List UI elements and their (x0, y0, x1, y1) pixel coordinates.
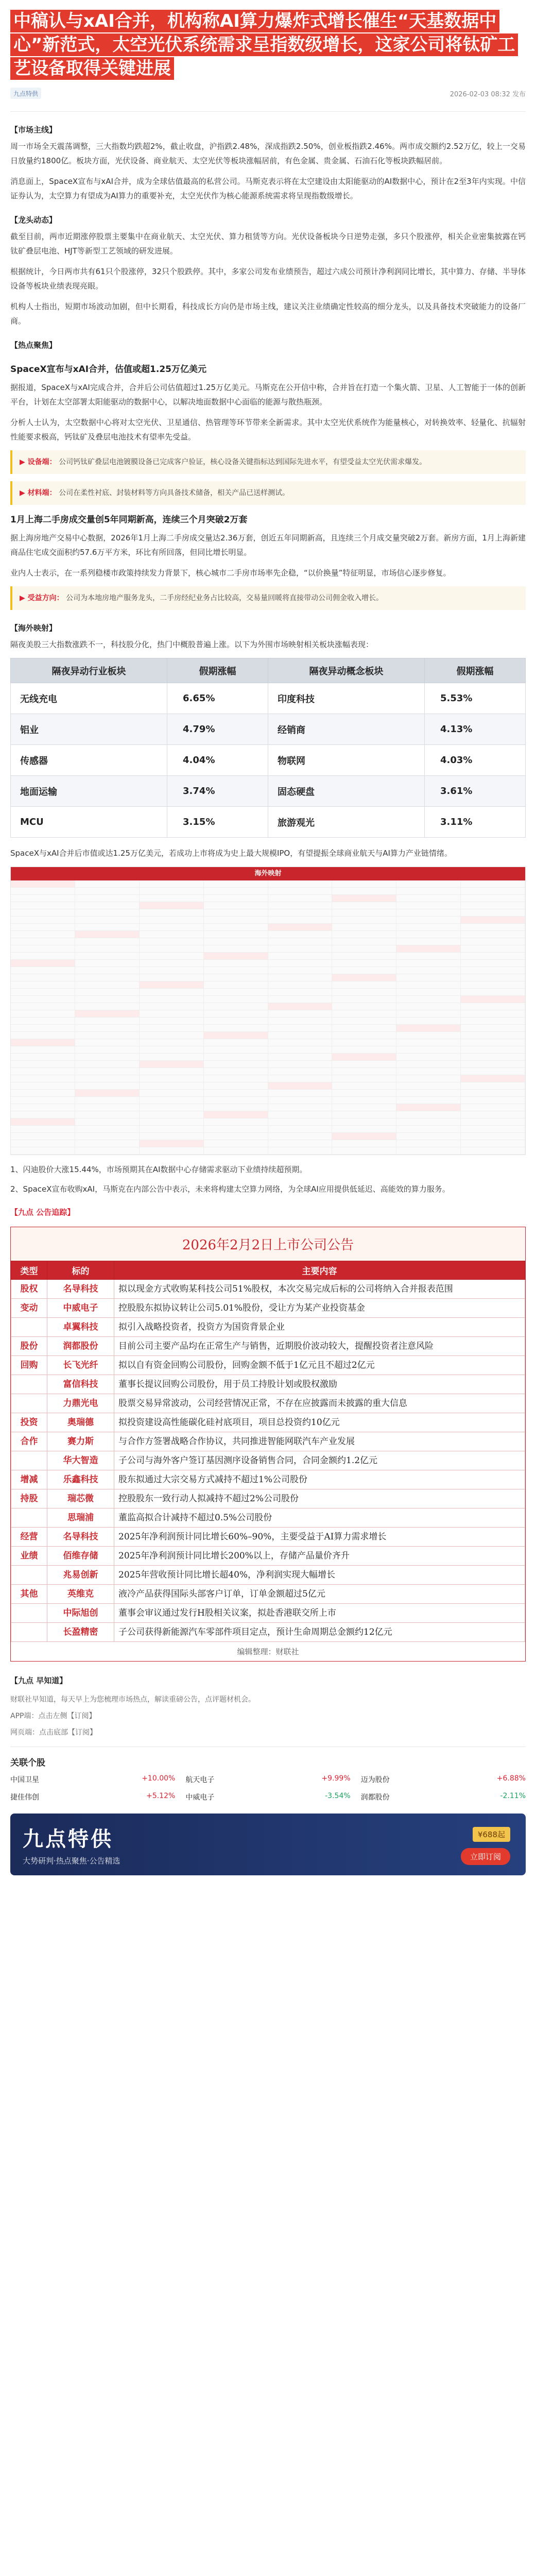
list-item: 2、SpaceX宣布收购xAI，马斯克在内部公告中表示，未来将构建太空算力网络，为全球AI应用提供低延迟、高能效的算力服务。 (10, 1184, 450, 1194)
announcement-title: 2026年2月2日上市公司公告 (11, 1227, 525, 1261)
publish-time: 2026-02-03 08:32 发布 (449, 90, 526, 98)
announcement-type: 其他 (11, 1585, 47, 1604)
stock-name: 中威电子 (185, 1793, 215, 1802)
divider (10, 111, 526, 112)
announcement-type: 经营 (11, 1528, 47, 1547)
announcement-target: 润都股份 (47, 1337, 114, 1356)
announcement-target: 思瑞浦 (47, 1509, 114, 1528)
image-grid-row (11, 1104, 525, 1111)
section-announcement-title: 【九点 公告追踪】 (10, 1208, 75, 1217)
image-grid-row (11, 1054, 525, 1061)
table-cell: 物联网 (268, 745, 424, 776)
paragraph: 分析人士认为，太空数据中心将对太空光伏、卫星通信、热管理等环节带来全新需求。其中太空光伏系统作为能量核心，对转换效率、轻量化、抗辐射性能要求极高，钙钛矿及叠层电池技术有望率先受益。 (10, 418, 526, 442)
image-grid-row (11, 960, 525, 967)
table-cell: 5.53% (425, 683, 526, 714)
announcement-row (11, 1432, 525, 1451)
announcement-type (11, 1318, 47, 1337)
announcement-target: 卓翼科技 (47, 1318, 114, 1337)
stock-quote[interactable] (10, 1790, 175, 1804)
announcement-target: 中威电子 (47, 1299, 114, 1318)
table-cell: 4.13% (425, 714, 526, 745)
image-grid-row (11, 989, 525, 996)
section-overseas-title: 【海外映射】 (10, 623, 57, 633)
announcement-type: 合作 (11, 1432, 47, 1451)
announcement-content: 控股股东一致行动人拟减持不超过2%公司股份 (114, 1489, 525, 1509)
paragraph: 据上海房地产交易中心数据，2026年1月上海二手房成交量达2.36万套，创近五年同期新高，且连续三个月成交量突破2万套。新房方面，1月上海新建商品住宅成交面积约57.6万平方米，环比有所回落，但同比增长明显。 (10, 533, 526, 557)
table-cell: 固态硬盘 (268, 776, 424, 807)
table-cell: 3.61% (425, 776, 526, 807)
subscribe-button[interactable]: 立即订阅 (461, 1848, 510, 1865)
column-header: 主要内容 (114, 1261, 525, 1280)
image-grid-row (11, 924, 525, 931)
announcement-type (11, 1509, 47, 1528)
announcement-content: 目前公司主要产品均在正常生产与销售，近期股价波动较大，提醒投资者注意风险 (114, 1337, 525, 1356)
announcement-row (11, 1394, 525, 1413)
image-grid-row (11, 1140, 525, 1147)
column-header: 标的 (47, 1261, 114, 1280)
image-grid-row (11, 1147, 525, 1155)
image-grid-row (11, 1126, 525, 1133)
image-grid-row (11, 880, 525, 888)
author-badge[interactable]: 九点特供 (10, 88, 41, 99)
announcement-row (11, 1413, 525, 1432)
app-subscribe-hint: APP端：点击左侧【订阅】 (10, 1712, 96, 1720)
paragraph: 隔夜美股三大指数涨跌不一，科技股分化，热门中概股普遍上涨。以下为外围市场映射相关板块涨幅表现： (10, 640, 374, 649)
section-news-title: 【热点聚焦】 (10, 341, 57, 350)
note-label: ▶ 材料端： (20, 489, 57, 497)
news-lead: SpaceX宣布与xAI合并，估值或超1.25万亿美元 (10, 364, 206, 375)
announcement-target: 力鼎光电 (47, 1394, 114, 1413)
column-header: 假期涨幅 (167, 658, 268, 683)
closing-text: 财联社早知道，每天早上为您梳理市场热点，解读重磅公告，点评题材机会。 (10, 1696, 255, 1704)
image-grid-row (11, 1082, 525, 1090)
announcement-target: 富信科技 (47, 1375, 114, 1394)
table-row (11, 807, 526, 838)
stock-change: -3.54% (325, 1792, 351, 1800)
announcement-content: 股东拟通过大宗交易方式减持不超过1%公司股份 (114, 1470, 525, 1489)
paragraph: 机构人士指出，短期市场波动加剧，但中长期看，科技成长方向仍是市场主线，建议关注业绩确定性较高的细分龙头，以及具备技术突破能力的设备厂商。 (10, 302, 526, 326)
table-cell: 4.04% (167, 745, 268, 776)
announcement-type (11, 1623, 47, 1642)
announcement-content: 董监高拟合计减持不超过0.5%公司股份 (114, 1509, 525, 1528)
promo-title: 九点特供 (23, 1827, 113, 1851)
table-cell: 地面运输 (11, 776, 167, 807)
paragraph: 截至目前，两市近期涨停股票主要集中在商业航天、太空光伏、算力租赁等方向。光伏设备板块今日逆势走强，多只个股涨停，相关企业密集披露在钙钛矿叠层电池、HJT等新型工艺领域的研发进展。 (10, 232, 526, 256)
announcement-type: 变动 (11, 1299, 47, 1318)
announcement-type: 增减 (11, 1470, 47, 1489)
stock-change: +6.88% (496, 1774, 526, 1783)
list-item: 1、闪迪股价大涨15.44%，市场预期其在AI数据中心存储需求驱动下业绩持续超预期。 (10, 1165, 307, 1174)
column-header: 类型 (11, 1261, 47, 1280)
announcement-target: 奥瑞德 (47, 1413, 114, 1432)
image-grid-row (11, 938, 525, 945)
image-grid-row (11, 1025, 525, 1032)
announcement-target: 名导科技 (47, 1280, 114, 1299)
announcement-row (11, 1566, 525, 1585)
announcement-type: 业绩 (11, 1547, 47, 1566)
image-grid-row (11, 996, 525, 1003)
image-grid-row (11, 1118, 525, 1126)
section-dynamic-title: 【龙头动态】 (10, 215, 57, 225)
announcement-target: 中际旭创 (47, 1604, 114, 1623)
promo-price: ¥688起 (473, 1827, 510, 1842)
announcement-type (11, 1375, 47, 1394)
announcement-type: 投资 (11, 1413, 47, 1432)
overseas-image[interactable] (10, 867, 526, 1155)
article-headline: 中稿认与xAI合并，机构称AI算力爆炸式增长催生“天基数据中心”新范式，太空光伏系统需求呈指数级增长，这家公司将钛矿工艺设备取得关键进展 (10, 9, 526, 80)
column-header: 隔夜异动概念板块 (268, 658, 424, 683)
image-grid-row (11, 1090, 525, 1097)
announcement-type: 回购 (11, 1356, 47, 1375)
table-cell: 传感器 (11, 745, 167, 776)
announcement-card[interactable] (10, 1227, 526, 1662)
announcement-target: 华大智造 (47, 1451, 114, 1470)
image-grid (11, 880, 525, 1155)
announcement-target: 瑞芯微 (47, 1489, 114, 1509)
note-box (10, 481, 526, 505)
image-grid-row (11, 974, 525, 981)
image-grid-row (11, 981, 525, 989)
announcement-content: 拟投资建设高性能碳化硅衬底项目，项目总投资约10亿元 (114, 1413, 525, 1432)
note-text: 公司在柔性衬底、封装材料等方向具备技术储备，相关产品已送样测试。 (59, 489, 290, 497)
byline (10, 88, 526, 99)
announcement-target: 英维克 (47, 1585, 114, 1604)
image-title: 海外映射 (11, 867, 525, 880)
announcement-type: 持股 (11, 1489, 47, 1509)
announcement-row (11, 1489, 525, 1509)
column-header: 隔夜异动行业板块 (11, 658, 167, 683)
stock-quote[interactable] (361, 1772, 526, 1787)
announcement-content: 董事长提议回购公司股份，用于员工持股计划或股权激励 (114, 1375, 525, 1394)
announcement-row (11, 1318, 525, 1337)
table-cell: 3.74% (167, 776, 268, 807)
stock-name: 航天电子 (185, 1776, 215, 1784)
announcement-row (11, 1528, 525, 1547)
column-header: 假期涨幅 (425, 658, 526, 683)
announcement-content: 与合作方签署战略合作协议，共同推进智能网联汽车产业发展 (114, 1432, 525, 1451)
announcement-type (11, 1604, 47, 1623)
announcement-target: 赛力斯 (47, 1432, 114, 1451)
announcement-target: 兆易创新 (47, 1566, 114, 1585)
announcement-table (11, 1261, 525, 1642)
note-text: 公司钙钛矿叠层电池镀膜设备已完成客户验证，核心设备关键指标达到国际先进水平，有望受益太空光伏需求爆发。 (59, 458, 427, 466)
table-cell: 3.11% (425, 807, 526, 838)
announcement-content: 子公司获得新能源汽车零部件项目定点，预计生命周期总金额约12亿元 (114, 1623, 525, 1642)
announcement-content: 2025年净利润预计同比增长200%以上，存储产品量价齐升 (114, 1547, 525, 1566)
image-grid-row (11, 1133, 525, 1140)
paragraph: 业内人士表示，在一系列稳楼市政策持续发力背景下，核心城市二手房市场率先企稳，“以价换量”特征明显，市场信心逐步修复。 (10, 568, 451, 578)
announcement-type: 股权 (11, 1280, 47, 1299)
announcement-row (11, 1547, 525, 1566)
related-stocks-title: 关联个股 (10, 1758, 45, 1768)
table-cell: 经销商 (268, 714, 424, 745)
announcement-type (11, 1394, 47, 1413)
announcement-content: 董事会审议通过发行H股相关议案，拟赴香港联交所上市 (114, 1604, 525, 1623)
image-grid-row (11, 917, 525, 924)
promo-subtitle: 大势研判·热点聚焦·公告精选 (23, 1856, 120, 1866)
table-cell: 印度科技 (268, 683, 424, 714)
image-grid-row (11, 953, 525, 960)
stock-name: 捷佳伟创 (10, 1793, 39, 1802)
stock-name: 迈为股份 (360, 1776, 390, 1784)
announcement-type (11, 1566, 47, 1585)
announcement-target: 佰维存储 (47, 1547, 114, 1566)
table-row (11, 714, 526, 745)
image-grid-row (11, 1097, 525, 1104)
announcement-content: 拟以现金方式收购某科技公司51%股权，本次交易完成后标的公司将纳入合并报表范围 (114, 1280, 525, 1299)
stock-name: 中国卫星 (10, 1776, 39, 1784)
announcement-content: 股票交易异常波动，公司经营情况正常，不存在应披露而未披露的重大信息 (114, 1394, 525, 1413)
announcement-target: 长盈精密 (47, 1623, 114, 1642)
paragraph: 消息面上，SpaceX宣布与xAI合并，成为全球估值最高的私营公司。马斯克表示将在太空建设由太阳能驱动的AI数据中心，预计在2至3年内实现。中信证券认为，太空算力有望成为AI算力的重要补充，太空光伏作为核心能源系统需求将呈现指数级增长。 (10, 177, 526, 200)
paragraph: 据报道，SpaceX与xAI完成合并，合并后公司估值超过1.25万亿美元。马斯克在公开信中称，合并旨在打造一个集火箭、卫星、人工智能于一体的创新平台，计划在太空部署太阳能驱动的数据中心，以解决地面数据中心面临的能源与散热瓶颈。 (10, 383, 526, 406)
announcement-row (11, 1585, 525, 1604)
image-grid-row (11, 1039, 525, 1046)
note-text: 公司为本地房地产服务龙头，二手房经纪业务占比较高，交易量回暖将直接带动公司佣金收入增长。 (66, 594, 384, 602)
note-label: ▶ 受益方向： (20, 594, 64, 602)
announcement-row (11, 1470, 525, 1489)
announcement-row (11, 1604, 525, 1623)
announcement-content: 子公司与海外客户签订基因测序设备销售合同，合同金额约1.2亿元 (114, 1451, 525, 1470)
image-grid-row (11, 1032, 525, 1039)
image-grid-row (11, 931, 525, 938)
stock-change: -2.11% (500, 1792, 526, 1800)
announcement-target: 乐鑫科技 (47, 1470, 114, 1489)
paragraph: 周一市场全天震荡调整，三大指数均跌超2%，截止收盘，沪指跌2.48%，深成指跌2.50%，创业板指跌2.46%。两市成交额约2.52万亿，较上一交易日放量约1800亿。板块方面，光伏设备、商业航天、太空光伏等板块涨幅居前，有色金属、贵金属、石油石化等板块跌幅居前。 (10, 142, 526, 165)
image-grid-row (11, 1010, 525, 1018)
image-grid-row (11, 1046, 525, 1054)
section-market-title: 【市场主线】 (10, 125, 57, 134)
announcement-row (11, 1375, 525, 1394)
announcement-content: 拟引入战略投资者，投资方为国资背景企业 (114, 1318, 525, 1337)
section-closing-title: 【九点 早知道】 (10, 1676, 67, 1685)
table-row (11, 683, 526, 714)
announcement-content: 液冷产品获得国际头部客户订单，订单金额超过5亿元 (114, 1585, 525, 1604)
paragraph: SpaceX与xAI合并后市值或达1.25万亿美元，若成功上市将成为史上最大规模IPO，有望提振全球商业航天与AI算力产业链情绪。 (10, 849, 452, 858)
sector-table (10, 658, 526, 838)
table-header-row (11, 1261, 525, 1280)
image-grid-row (11, 945, 525, 953)
table-cell: 旅游观光 (268, 807, 424, 838)
announcement-content: 控股股东拟协议转让公司5.01%股份，受让方为某产业投资基金 (114, 1299, 525, 1318)
announcement-content: 拟以自有资金回购公司股份，回购金额不低于1亿元且不超过2亿元 (114, 1356, 525, 1375)
announcement-row (11, 1356, 525, 1375)
announcement-row (11, 1451, 525, 1470)
table-cell: 3.15% (167, 807, 268, 838)
table-row (11, 745, 526, 776)
stock-change: +10.00% (142, 1774, 176, 1783)
image-grid-row (11, 1061, 525, 1068)
title-block (10, 0, 526, 104)
announcement-target: 名导科技 (47, 1528, 114, 1547)
related-stocks-grid (10, 1772, 526, 1804)
image-grid-row (11, 1018, 525, 1025)
announcement-content: 2025年净利润预计同比增长60%–90%，主要受益于AI算力需求增长 (114, 1528, 525, 1547)
announcement-row (11, 1509, 525, 1528)
image-grid-row (11, 888, 525, 895)
stock-change: +9.99% (321, 1774, 351, 1783)
table-cell: 4.03% (425, 745, 526, 776)
image-grid-row (11, 1111, 525, 1118)
image-grid-row (11, 1075, 525, 1082)
image-grid-row (11, 909, 525, 917)
announcement-type: 股份 (11, 1337, 47, 1356)
announcement-row (11, 1299, 525, 1318)
announcement-row (11, 1280, 525, 1299)
table-cell: 6.65% (167, 683, 268, 714)
paragraph: 根据统计，今日两市共有61只个股涨停，32只个股跌停。其中，多家公司发布业绩预告，超过六成公司预计净利润同比增长，其中算力、存储、半导体设备等板块业绩表现亮眼。 (10, 267, 526, 291)
note-box (10, 586, 526, 610)
stock-quote[interactable] (185, 1790, 350, 1804)
announcement-row (11, 1623, 525, 1642)
table-cell: MCU (11, 807, 167, 838)
table-row (11, 776, 526, 807)
announcement-row (11, 1337, 525, 1356)
table-cell: 铝业 (11, 714, 167, 745)
image-grid-row (11, 902, 525, 909)
image-grid-row (11, 1068, 525, 1075)
image-grid-row (11, 967, 525, 974)
stock-name: 润都股份 (360, 1793, 390, 1802)
stock-quote[interactable] (361, 1790, 526, 1804)
announcement-target: 长飞光纤 (47, 1356, 114, 1375)
stock-change: +5.12% (146, 1792, 176, 1800)
image-grid-row (11, 895, 525, 902)
announcement-footer: 编辑整理：财联社 (237, 1647, 299, 1656)
table-header-row (11, 658, 526, 683)
note-label: ▶ 设备端： (20, 458, 57, 466)
promo-banner[interactable] (10, 1814, 526, 1875)
table-cell: 无线充电 (11, 683, 167, 714)
subheading: 1月上海二手房成交量创5年同期新高，连续三个月突破2万套 (10, 515, 248, 525)
announcement-type (11, 1451, 47, 1470)
table-cell: 4.79% (167, 714, 268, 745)
stock-quote[interactable] (185, 1772, 350, 1787)
note-box (10, 450, 526, 474)
stock-quote[interactable] (10, 1772, 175, 1787)
image-grid-row (11, 1003, 525, 1010)
web-subscribe-hint: 网页端：点击底部【订阅】 (10, 1728, 97, 1737)
announcement-content: 2025年营收预计同比增长超40%，净利润实现大幅增长 (114, 1566, 525, 1585)
